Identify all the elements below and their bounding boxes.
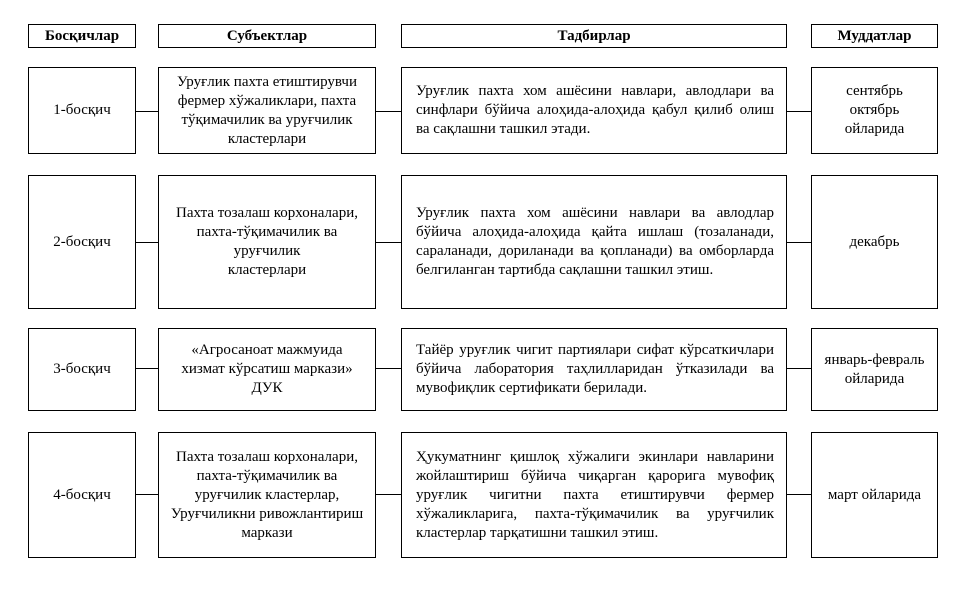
header-activities	[401, 24, 787, 48]
subject-line: уруғчилик кластерлар,	[194, 486, 340, 503]
subject-box-1	[158, 67, 376, 154]
connector-line	[787, 494, 811, 495]
activity-box-3	[401, 328, 787, 411]
subject-box-4	[158, 432, 376, 558]
period-line: ойларида	[844, 121, 905, 137]
connector-line	[376, 242, 401, 243]
header-subjects-label: Субъектлар	[226, 27, 308, 44]
stage-box-3	[28, 328, 136, 411]
connector-line	[787, 242, 811, 243]
connector-line	[376, 368, 401, 369]
subject-line: Пахта тозалаш корхоналари,	[176, 205, 358, 221]
period-box-3	[811, 328, 938, 411]
period-line: октябрь	[849, 102, 900, 118]
subject-line: пахта-тўқимачилик ва уруғчилик	[196, 224, 338, 259]
connector-line	[136, 368, 158, 369]
stage-label: 2-босқич	[53, 233, 111, 250]
period-box-4	[811, 432, 938, 558]
period-line: январь-февраль	[824, 351, 925, 368]
period-line: декабрь	[849, 233, 900, 250]
subject-line: хизмат кўрсатиш маркази»	[181, 361, 353, 377]
subject-line: кластерлари	[227, 262, 307, 278]
period-line: март ойларида	[827, 486, 922, 503]
subject-line: маркази	[241, 524, 293, 541]
header-subjects	[158, 24, 376, 48]
subject-line: кластерлари	[227, 130, 307, 147]
header-periods-label: Муддатлар	[837, 27, 912, 44]
connector-line	[376, 111, 401, 112]
period-line: сентябрь	[846, 83, 903, 99]
stage-label: 4-босқич	[53, 486, 111, 503]
subject-line: тўқимачилик ва уруғчилик	[181, 111, 353, 128]
activity-text: Уруғлик пахта хом ашёсини навлари, авлодлари ва синфлари бўйича алоҳида-алоҳида қабул қилиб олиш ва сақлашни ташкил этади.	[416, 83, 774, 137]
connector-line	[376, 494, 401, 495]
period-box-1	[811, 67, 938, 154]
subject-line: Уруғлик пахта етиштирувчи	[176, 73, 358, 90]
connector-line	[787, 368, 811, 369]
subject-line: «Агросаноат мажмуида	[191, 342, 343, 358]
header-periods	[811, 24, 938, 48]
activity-box-1	[401, 67, 787, 154]
subject-box-2	[158, 175, 376, 309]
activity-text: Ҳукуматнинг қишлоқ хўжалиги экинлари навларини жойлаштириш бўйича чиқарган қарорига мувофиқ уруғлик чигитни пахта етиштирувчи фермер хўжаликларига, пахта-тўқимачилик ва уруғчилик кластерлар тарқатишни ташкил этиш.	[416, 448, 774, 541]
stage-box-1	[28, 67, 136, 154]
subject-line: фермер хўжаликлари, пахта	[177, 92, 357, 109]
period-line: ойларида	[844, 370, 905, 387]
connector-line	[136, 494, 158, 495]
connector-line	[136, 242, 158, 243]
subject-line: Уруғчиликни ривожлантириш	[170, 505, 364, 522]
activity-box-2	[401, 175, 787, 309]
stage-box-2	[28, 175, 136, 309]
activity-text: Уруғлик пахта хом ашёсини навлари ва авлодлар бўйича алоҳида-алоҳида қайта ишлаш (тозаланади, сараланади, дориланади ва қопланади) ва омборларда белгиланган тартибда сақлашни ташкил этиш.	[416, 205, 774, 278]
subject-line: ДУК	[251, 380, 283, 396]
stage-label: 1-босқич	[53, 102, 111, 118]
connector-line	[787, 111, 811, 112]
period-box-2	[811, 175, 938, 309]
stage-box-4	[28, 432, 136, 558]
activity-text: Тайёр уруғлик чигит партиялари сифат кўрсаткичлари бўйича лаборатория таҳлилларидан ўтказилади ва мувофиқлик сертификати берилади.	[416, 342, 774, 396]
header-stages-label: Босқичлар	[44, 27, 120, 44]
header-activities-label: Тадбирлар	[557, 27, 631, 44]
subject-box-3	[158, 328, 376, 411]
connector-line	[136, 111, 158, 112]
stage-label: 3-босқич	[53, 361, 111, 377]
activity-box-4	[401, 432, 787, 558]
header-stages	[28, 24, 136, 48]
subject-line: Пахта тозалаш корхоналари,	[176, 448, 358, 465]
subject-line: пахта-тўқимачилик ва	[196, 467, 338, 484]
